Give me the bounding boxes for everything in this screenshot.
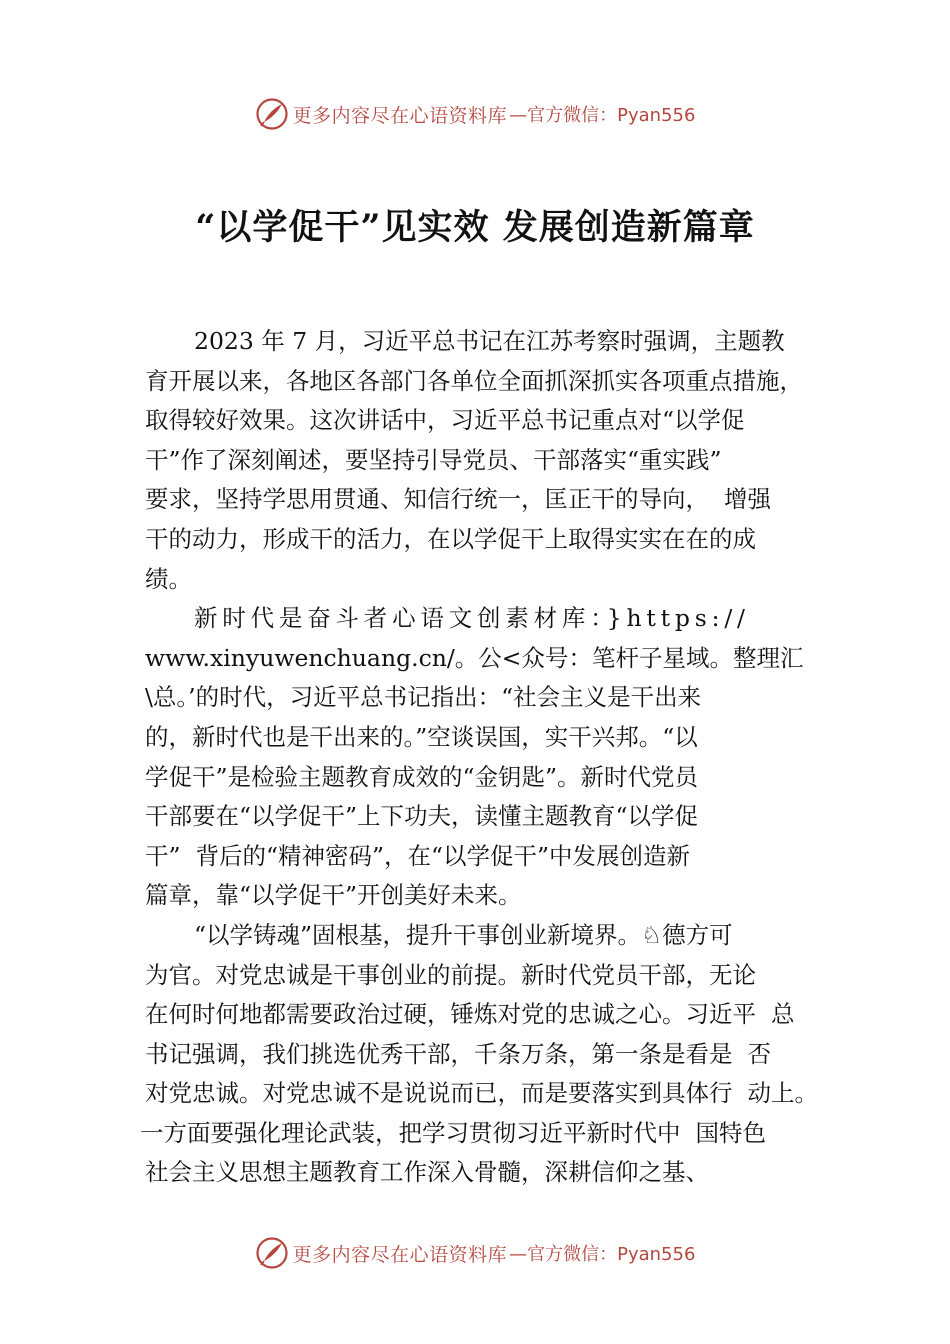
- paragraph-line: \总。’的时代，习近平总书记指出：“社会主义是干出来: [145, 683, 702, 712]
- document-body: [140, 322, 835, 1193]
- header-banner: [0, 94, 950, 134]
- quill-circle-icon: [255, 1236, 289, 1270]
- paragraph-line: 一方面要强化理论武装，把学习贯彻习近平新时代中 国特色: [140, 1118, 766, 1147]
- paragraph-line: 的，新时代也是干出来的。”空谈误国，实干兴邦。“以: [145, 722, 698, 751]
- paragraph-line: 干部要在“以学促干”上下功夫，读懂主题教育“以学促: [145, 802, 699, 831]
- paragraph-line: 对党忠诚。对党忠诚不是说说而已，而是要落实到具体行 动上。: [145, 1079, 818, 1108]
- quill-circle-icon: [255, 97, 289, 131]
- wechat-contact: —官方微信：Pyan556: [509, 105, 696, 126]
- paragraph-line: 育开展以来，各地区各部门各单位全面抓深抓实各项重点措施，: [145, 366, 803, 395]
- paragraph-line: 篇章，靠“以学促干”开创美好未来。: [145, 881, 522, 910]
- paragraph-line: “以学铸魂”固根基，提升干事创业新境界。♘德方可: [194, 920, 733, 949]
- paragraph-line: 绩。: [145, 564, 192, 593]
- document-title: “以学促干”见实效 发展创造新篇章: [195, 207, 755, 248]
- paragraph-line: 干的动力，形成干的活力，在以学促干上取得实实在在的成: [145, 524, 756, 553]
- paragraph-line: 干” 背后的“精神密码”，在“以学促干”中发展创造新: [145, 841, 691, 870]
- site-name: 更多内容尽在心语资料库: [292, 1243, 508, 1266]
- wechat-contact: —官方微信：Pyan556: [509, 1244, 696, 1265]
- paragraph-line: 要求，坚持学思用贯通、知信行统一，匡正干的导向， 增强: [145, 485, 771, 514]
- paragraph-line: 2023 年 7 月，习近平总书记在江苏考察时强调，主题教: [194, 327, 785, 355]
- paragraph-line: 取得较好效果。这次讲话中，习近平总书记重点对“以学促: [145, 406, 745, 435]
- paragraph-line: 社会主义思想主题教育工作深入骨髓，深耕信仰之基、: [145, 1158, 709, 1187]
- paragraph-line: 为官。对党忠诚是干事创业的前提。新时代党员干部，无论: [145, 960, 756, 989]
- paragraph-line: 新时代是奋斗者心语文创素材库：}https://: [194, 604, 750, 633]
- paragraph-line: www.xinyuwenchuang.cn/。公<众号：笔杆子星域。整理汇: [145, 643, 804, 672]
- paragraph-line: 在何时何地都需要政治过硬，锤炼对党的忠诚之心。习近平 总: [145, 1000, 795, 1029]
- paragraph-line: 学促干”是检验主题教育成效的“金钥匙”。新时代党员: [145, 762, 699, 791]
- site-name: 更多内容尽在心语资料库: [292, 104, 508, 127]
- paragraph-line: 书记强调，我们挑选优秀干部，千条万条，第一条是看是 否: [145, 1039, 771, 1068]
- paragraph-line: 干”作了深刻阐述，要坚持引导党员、干部落实“重实践”: [145, 445, 722, 474]
- footer-banner: [0, 1233, 950, 1273]
